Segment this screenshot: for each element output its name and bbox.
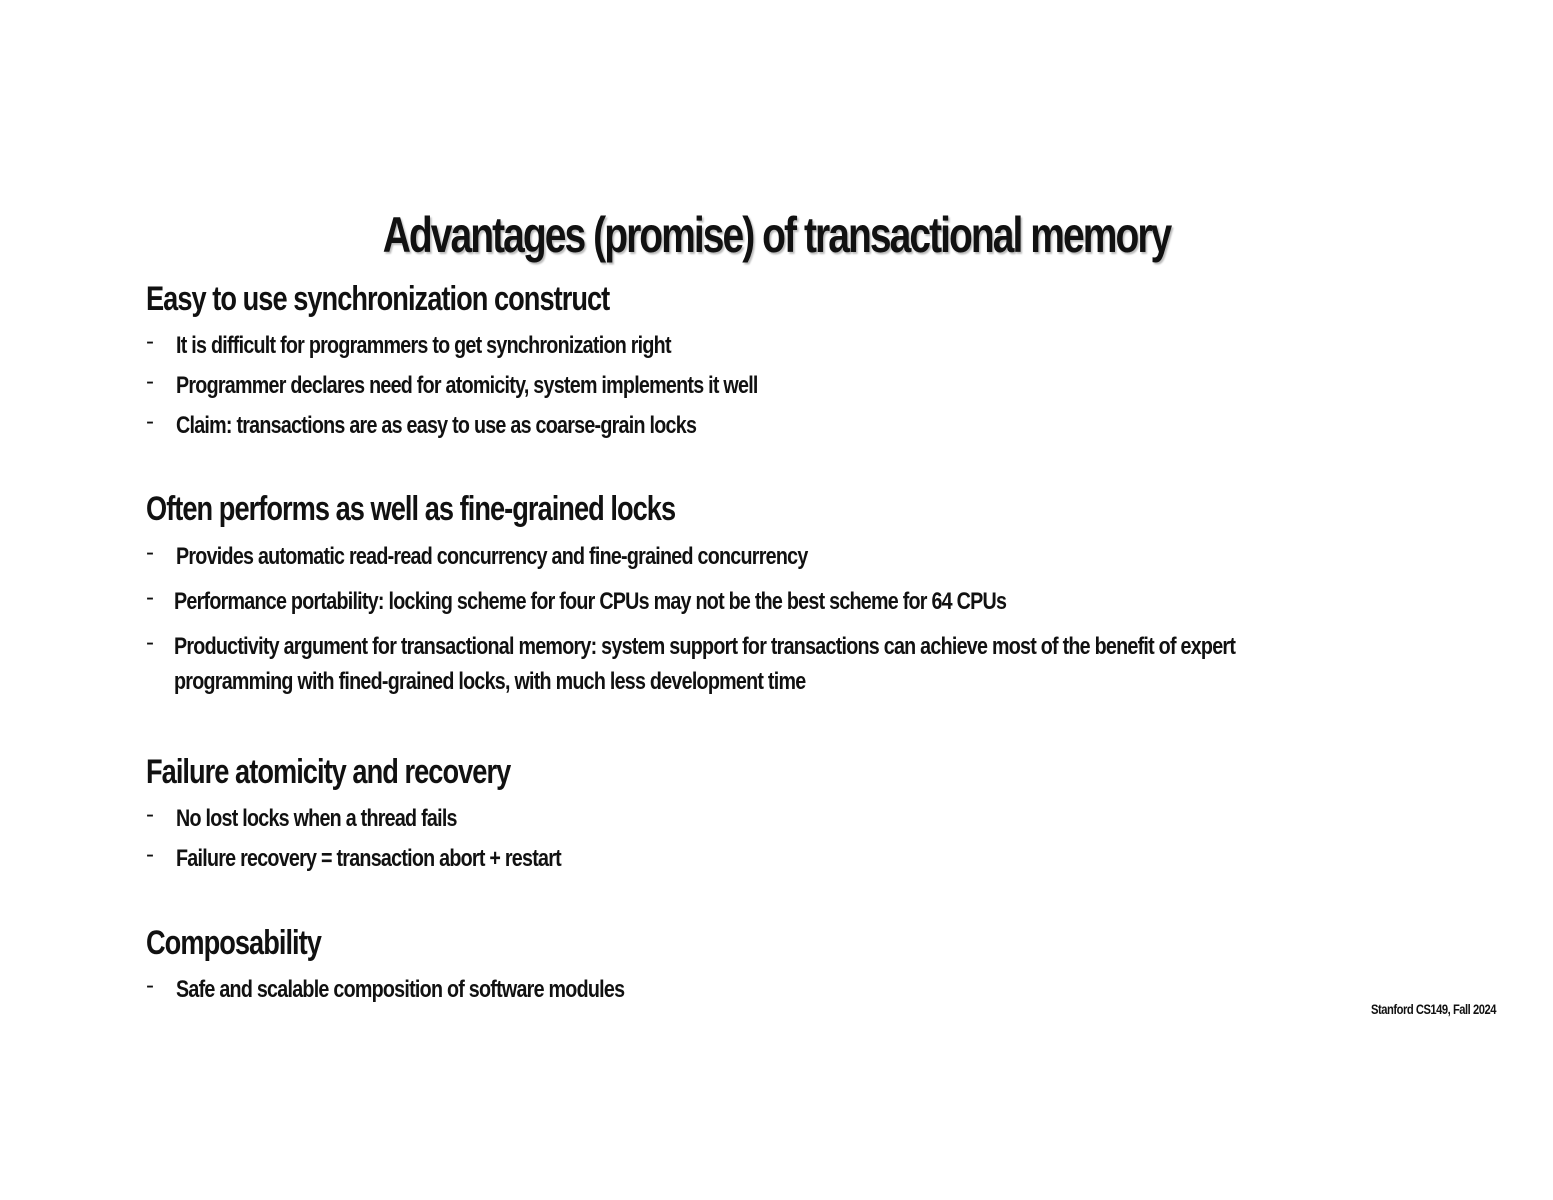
dash-icon: - [146, 539, 154, 566]
footer-course-label: Stanford CS149, Fall 2024 [1371, 1001, 1496, 1017]
section-easy-to-use [146, 280, 725, 319]
dash-icon: - [146, 801, 154, 828]
dash-icon: - [146, 368, 154, 395]
section-failure-atomicity [146, 753, 601, 792]
section-heading: Easy to use synchronization construct [146, 280, 610, 318]
slide-title: Advantages (promise) of transactional memory [382, 207, 1171, 263]
dash-icon: - [146, 972, 154, 999]
dash-icon: - [146, 408, 154, 435]
section-performance [146, 490, 807, 529]
dash-icon: - [146, 328, 154, 355]
section-heading: Composability [146, 924, 321, 962]
dash-icon: - [146, 629, 154, 656]
dash-icon: - [146, 841, 154, 868]
section-heading: Often performs as well as fine-grained locks [146, 490, 676, 528]
dash-icon: - [146, 584, 154, 611]
section-composability [146, 924, 365, 963]
section-heading: Failure atomicity and recovery [146, 753, 511, 791]
